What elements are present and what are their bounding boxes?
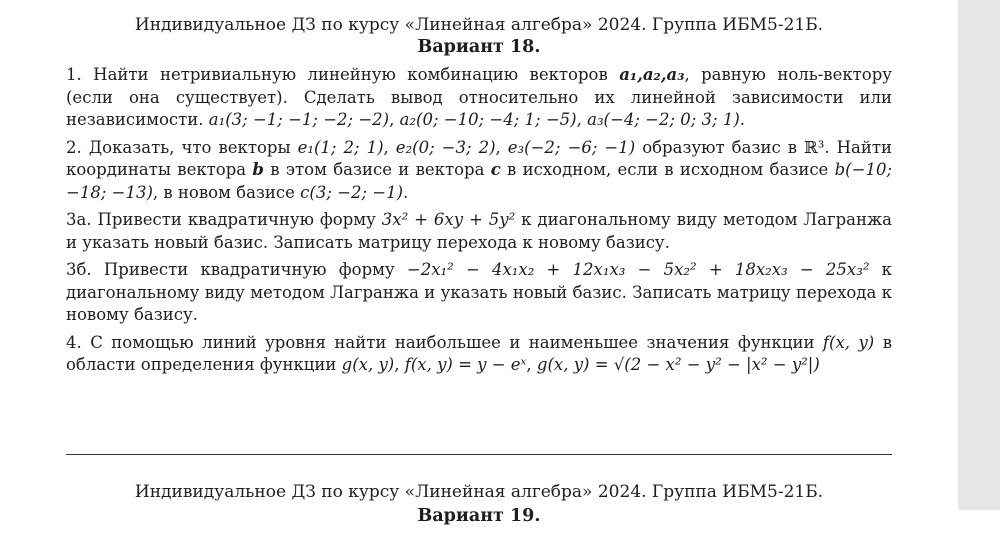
task-3a-text: 3а. Привести квадратичную форму [66, 210, 382, 229]
next-variant-block [66, 481, 892, 533]
vector-b: b [252, 160, 264, 179]
task-4-text: в области определения функции [66, 332, 892, 374]
function-f: f(x, y) [822, 332, 875, 352]
task-3a [66, 209, 892, 254]
task-1: 1. Найти нетривиальную линейную комбинацию векторов a₁,a₂,a₃, равную ноль-вектору (если она существует). Сделать вывод относительно их линейной зависимости или независимости. a₁(3; −1; −1; −2; −2), a₂(0; −10; −4; 1; −5), a₃(−4; −2; 0; 3; 1). [66, 65, 892, 129]
variant-title: Вариант 18. [417, 37, 541, 57]
function-g-definition: g(x, y) = √(2 − x² − y² − |x² − y²|) [536, 355, 820, 374]
quadratic-form-3b: −2x₁² − 4x₁x₂ + 12x₁x₃ − 5x₂² + 18x₂x₃ − 25x₃² [406, 260, 870, 279]
task-3b-text: к диагональному виду методом Лагранжа и указать новый базис. Записать матрицу перехода к новому базису. [66, 260, 892, 324]
task-4-text: 4. С помощью линий уровня найти наибольшее и наименьшее значения функции [66, 332, 823, 352]
vector-c-coords: c(3; −2; −1) [300, 182, 404, 202]
course-header: Индивидуальное ДЗ по курсу «Линейная алгебра» 2024. Группа ИБМ5-21Б. [134, 482, 824, 502]
task-2-text: образуют базис в ℝ³. Найти координаты вектора [66, 137, 892, 179]
variant-block [66, 14, 892, 382]
task-1-text: 1. Найти нетривиальную линейную комбинацию векторов [66, 65, 620, 84]
variant-divider [66, 454, 892, 455]
vector-e3: e₃(−2; −6; −1) [507, 137, 636, 157]
task-2-text: в исходном, если в исходном базисе [500, 160, 835, 179]
vector-e1: e₁(1; 2; 1) [297, 137, 384, 157]
vector-a2: a₂(0; −10; −4; 1; −5) [399, 110, 577, 129]
task-1-vectors: a₁,a₂,a₃ [619, 65, 685, 84]
quadratic-form-3a: 3x² + 6xy + 5y² [381, 210, 516, 229]
task-3a-text: к диагональному виду методом Лагранжа и указать новый базис. Записать матрицу перехода к новому базису. [66, 210, 893, 252]
task-1-text: , равную ноль-вектору (если она существует). Сделать вывод относительно их линейной зависимости или независимости. [66, 65, 892, 129]
vector-b-coords: b(−10; −18; −13) [66, 160, 893, 202]
task-4: 4. С помощью линий уровня найти наибольшее и наименьшее значения функции f(x, y) в области определения функции g(x, y), f(x, y) = y − eˣ, g(x, y) = √(2 − x² − y² − |x² − y²|) [66, 332, 892, 374]
vector-a3: a₃(−4; −2; 0; 3; 1) [587, 110, 740, 129]
vector-c: c [490, 160, 501, 179]
variant-title: Вариант 19. [417, 506, 541, 526]
task-2-text: , в новом базисе [152, 182, 301, 202]
vector-a1: a₁(3; −1; −1; −2; −2) [208, 110, 390, 129]
course-header: Индивидуальное ДЗ по курсу «Линейная алгебра» 2024. Группа ИБМ5-21Б. [134, 15, 824, 35]
task-2: 2. Доказать, что векторы e₁(1; 2; 1), e₂(0; −3; 2), e₃(−2; −6; −1) образуют базис в ℝ³. Найти координаты вектора b в этом базисе и вектора c в исходном, если в исходном базисе b(−10; −18; −13), в новом базисе c(3; −2; −1). [66, 137, 893, 202]
task-2-text: в этом базисе и вектора [263, 160, 491, 179]
function-g: g(x, y) [341, 355, 395, 374]
vector-e2: e₂(0; −3; 2) [395, 137, 496, 157]
task-2-text: 2. Доказать, что векторы [66, 137, 298, 157]
function-f-definition: f(x, y) = y − eˣ [404, 355, 527, 374]
task-3b [66, 259, 892, 327]
task-3b-text: 3б. Привести квадратичную форму [66, 260, 407, 279]
scrollbar-track[interactable] [958, 0, 1000, 510]
